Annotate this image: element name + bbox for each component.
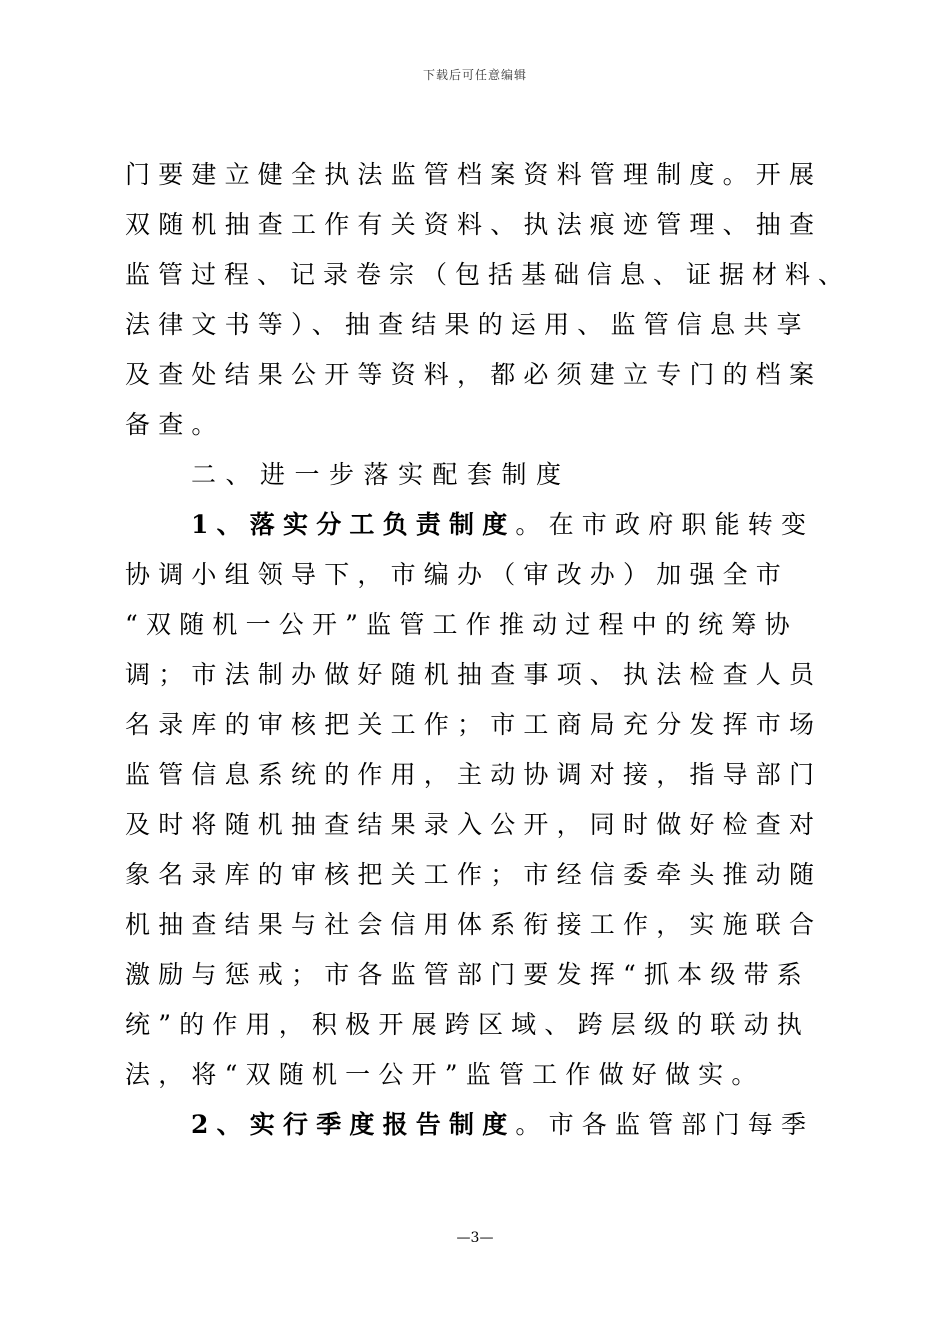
paragraph-line: 及查处结果公开等资料，都必须建立专门的档案: [125, 360, 823, 389]
item2-first-line: [125, 1100, 825, 1150]
paragraph-line: 监管信息系统的作用，主动协调对接，指导部门: [125, 760, 823, 789]
paragraph-line: 统”的作用，积极开展跨区域、跨层级的联动执: [125, 1010, 810, 1039]
item1-lead-text: 。在市政府职能转变: [515, 510, 815, 539]
paragraph-line: 法，将“双随机一公开”监管工作做好做实。: [125, 1060, 765, 1089]
header-note: 下载后可任意编辑: [422, 68, 527, 82]
paragraph-line: 及时将随机抽查结果录入公开，同时做好检查对: [125, 810, 823, 839]
paragraph-line: 监管过程、记录卷宗（包括基础信息、证据材料、: [125, 260, 852, 289]
paragraph-line: 名录库的审核把关工作；市工商局充分发挥市场: [125, 710, 823, 739]
paragraph-line: 备查。: [125, 410, 225, 439]
paragraph-line: 法律文书等）、抽查结果的运用、监管信息共享: [125, 310, 810, 339]
paragraph-line: 机抽查结果与社会信用体系衔接工作，实施联合: [125, 910, 823, 939]
section-heading: 二、进一步落实配套制度: [191, 460, 571, 489]
item1-title: 1、落实分工负责制度: [191, 510, 516, 539]
paragraph-line: 协调小组领导下，市编办（审改办）加强全市: [125, 560, 790, 589]
paragraph-line: 象名录库的审核把关工作；市经信委牵头推动随: [125, 860, 823, 889]
paragraph-line: 激励与惩戒；市各监管部门要发挥“抓本级带系: [125, 960, 810, 989]
item2-lead-text: 。市各监管部门每季: [515, 1110, 815, 1139]
item1-first-line: [125, 500, 825, 550]
paragraph-line: 双随机抽查工作有关资料、执法痕迹管理、抽查: [125, 210, 823, 239]
item2-title: 2、实行季度报告制度: [191, 1110, 516, 1139]
paragraph-line: 调；市法制办做好随机抽查事项、执法检查人员: [125, 660, 823, 689]
page-number: —3—: [456, 1230, 494, 1246]
paragraph-line: “双随机一公开”监管工作推动过程中的统筹协: [125, 610, 798, 639]
document-body: [125, 150, 852, 1150]
paragraph-line: 门要建立健全执法监管档案资料管理制度。开展: [125, 160, 823, 189]
